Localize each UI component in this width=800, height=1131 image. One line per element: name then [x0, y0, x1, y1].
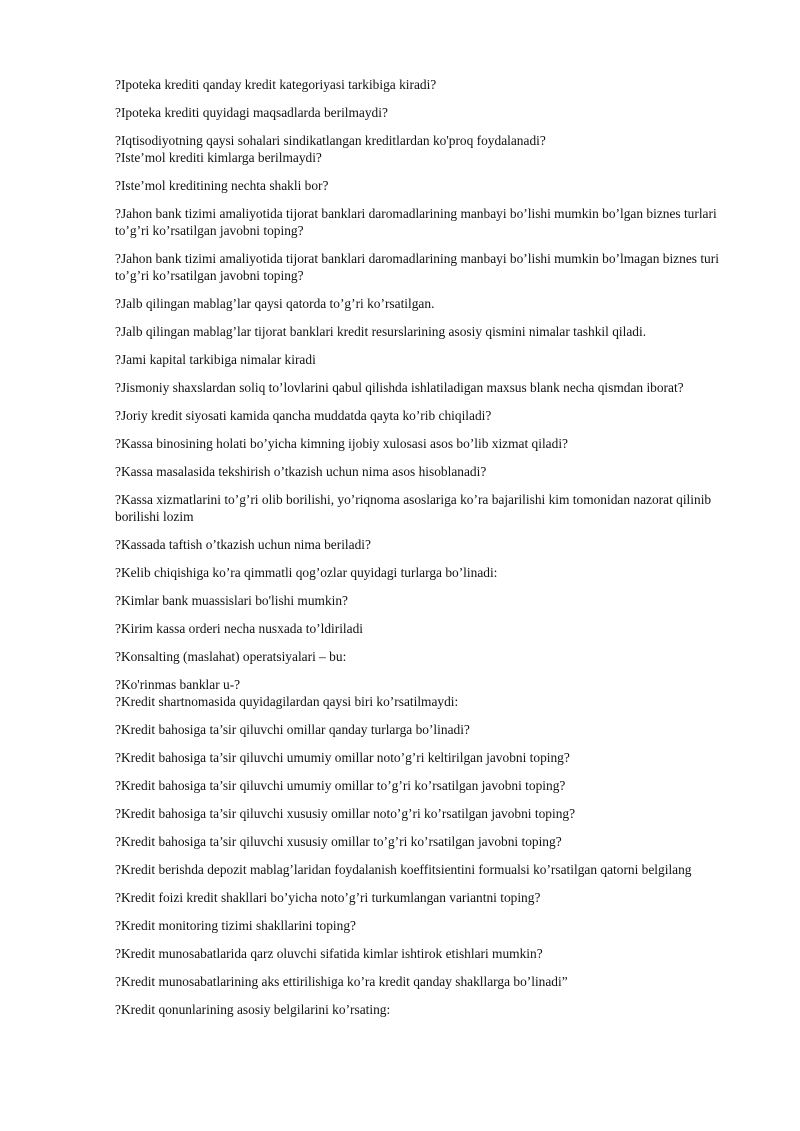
question-item: ?Jalb qilingan mablag’lar qaysi qatorda to’g’ri ko’rsatilgan.: [115, 296, 435, 311]
question-item: ?Kassa xizmatlarini to’g’ri olib borilishi, yo’riqnoma asoslariga ko’ra bajarilishi kim tomonidan nazorat qilinib borilishi lozim: [115, 492, 712, 524]
question-item: ?Kredit monitoring tizimi shakllarini toping?: [115, 918, 356, 933]
question-item: ?Kassada taftish o’tkazish uchun nima beriladi?: [115, 537, 371, 552]
question-item: ?Jalb qilingan mablag’lar tijorat banklari kredit resurslarining asosiy qismini nimalar tashkil qiladi.: [115, 324, 647, 339]
question-item: ?Kredit qonunlarining asosiy belgilarini ko’rsating:: [115, 1002, 391, 1017]
question-item: ?Kredit shartnomasida quyidagilardan qaysi biri ko’rsatilmaydi:: [115, 694, 459, 709]
question-item: ?Kredit bahosiga ta’sir qiluvchi umumiy omillar to’g’ri ko’rsatilgan javobni toping?: [115, 778, 566, 793]
question-item: ?Iste’mol kreditining nechta shakli bor?: [115, 178, 329, 193]
question-item: ?Kredit bahosiga ta’sir qiluvchi omillar qanday turlarga bo’linadi?: [115, 722, 470, 737]
question-item: ?Jahon bank tizimi amaliyotida tijorat banklari daromadlarining manbayi bo’lishi mumkin bo’lmagan biznes turi to’g’ri ko’rsatilgan javobni toping?: [115, 251, 719, 283]
question-item: ?Ipoteka krediti qanday kredit kategoriyasi tarkibiga kiradi?: [115, 77, 437, 92]
question-item: ?Kirim kassa orderi necha nusxada to’ldiriladi: [115, 621, 364, 636]
question-list: [115, 76, 750, 1029]
question-item: ?Ko'rinmas banklar u-?: [115, 677, 241, 692]
question-item: ?Kredit foizi kredit shakllari bo’yicha noto’g’ri turkumlangan variantni toping?: [115, 890, 541, 905]
question-item: ?Kredit munosabatlarida qarz oluvchi sifatida kimlar ishtirok etishlari mumkin?: [115, 946, 543, 961]
question-item: ?Jismoniy shaxslardan soliq to’lovlarini qabul qilishda ishlatiladigan maxsus blank necha qismdan iborat?: [115, 380, 684, 395]
question-item: ?Iste’mol krediti kimlarga berilmaydi?: [115, 150, 322, 165]
question-item: ?Kassa binosining holati bo’yicha kimning ijobiy xulosasi asos bo’lib xizmat qiladi?: [115, 436, 568, 451]
question-item: ?Konsalting (maslahat) operatsiyalari – bu:: [115, 649, 347, 664]
question-item: ?Joriy kredit siyosati kamida qancha muddatda qayta ko’rib chiqiladi?: [115, 408, 492, 423]
question-item: ?Kredit berishda depozit mablag’laridan foydalanish koeffitsientini formualsi ko’rsatilgan qatorni belgilang: [115, 862, 692, 877]
question-item: ?Kimlar bank muassislari bo'lishi mumkin?: [115, 593, 348, 608]
question-item: ?Jahon bank tizimi amaliyotida tijorat banklari daromadlarining manbayi bo’lishi mumkin bo’lgan biznes turlari to’g’ri ko’rsatilgan javobni toping?: [115, 206, 717, 238]
question-item: ?Ipoteka krediti quyidagi maqsadlarda berilmaydi?: [115, 105, 388, 120]
question-item: ?Kelib chiqishiga ko’ra qimmatli qog’ozlar quyidagi turlarga bo’linadi:: [115, 565, 498, 580]
question-item: ?Jami kapital tarkibiga nimalar kiradi: [115, 352, 316, 367]
question-item: ?Kredit bahosiga ta’sir qiluvchi xususiy omillar to’g’ri ko’rsatilgan javobni toping?: [115, 834, 562, 849]
question-item: ?Iqtisodiyotning qaysi sohalari sindikatlangan kreditlardan ko'proq foydalanadi?: [115, 133, 546, 148]
question-item: ?Kredit munosabatlarining aks ettirilishiga ko’ra kredit qanday shakllarga bo’linadi”: [115, 974, 568, 989]
question-item: ?Kredit bahosiga ta’sir qiluvchi umumiy omillar noto’g’ri keltirilgan javobni toping?: [115, 750, 570, 765]
question-item: ?Kredit bahosiga ta’sir qiluvchi xususiy omillar noto’g’ri ko’rsatilgan javobni toping?: [115, 806, 576, 821]
question-item: ?Kassa masalasida tekshirish o’tkazish uchun nima asos hisoblanadi?: [115, 464, 487, 479]
